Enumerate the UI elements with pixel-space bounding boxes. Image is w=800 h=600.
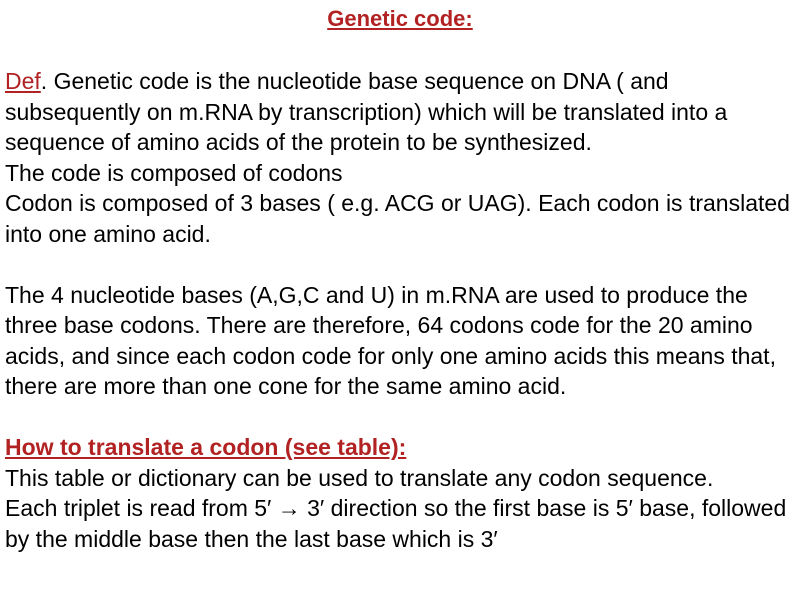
title-text: Genetic code: xyxy=(327,6,473,31)
section-heading: How to translate a codon (see table): xyxy=(5,434,407,460)
paragraph-spacer xyxy=(5,402,795,433)
bases-paragraph: The 4 nucleotide bases (A,G,C and U) in m.RNA are used to produce the three base codons. There are therefore, 64 codons code for the 20 amino acids, and since each codon code for only one amino acids this means that, there are more than one cone for the same amino acid. xyxy=(5,281,776,399)
codons-paragraph: The code is composed of codons xyxy=(5,159,343,186)
triplet-paragraph: Each triplet is read from 5′ → 3′ direction so the first base is 5′ base, followed by the middle base then the last base which is 3′ xyxy=(5,495,787,552)
table-paragraph: This table or dictionary can be used to translate any codon sequence. xyxy=(5,464,714,491)
page-title xyxy=(0,4,800,34)
definition-label: Def xyxy=(5,68,41,94)
codon-definition-paragraph: Codon is composed of 3 bases ( e.g. ACG or UAG). Each codon is translated into one amino acid. xyxy=(5,190,790,247)
slide-body xyxy=(5,66,795,554)
definition-text: . Genetic code is the nucleotide base sequence on DNA ( and subsequently on m.RNA by transcription) which will be translated into a sequence of amino acids of the protein to be synthesized. xyxy=(5,68,728,155)
definition-paragraph xyxy=(5,66,795,158)
paragraph-spacer xyxy=(5,249,795,280)
